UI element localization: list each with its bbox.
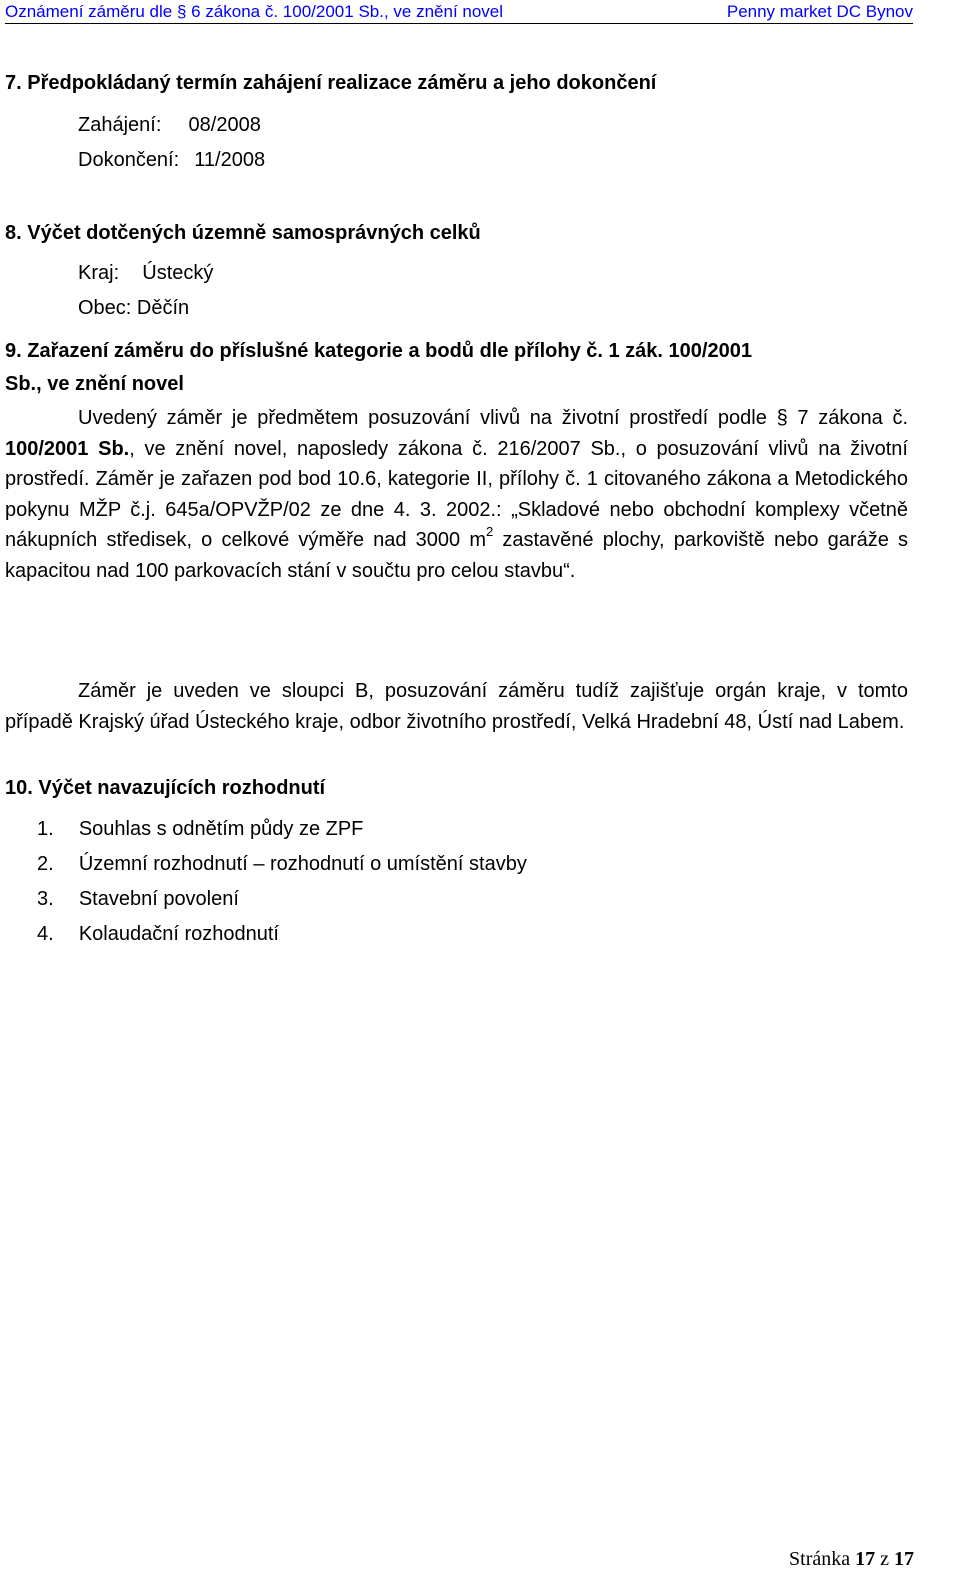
header-document-title: Oznámení záměru dle § 6 zákona č. 100/2001 Sb., ve znění novel xyxy=(5,2,504,21)
list-item-text: Kolaudační rozhodnutí xyxy=(78,923,279,945)
page-current: 17 xyxy=(855,1548,876,1570)
p1-superscript: 2 xyxy=(485,524,494,540)
end-date-label: Dokončení: xyxy=(78,149,180,171)
start-date-label: Zahájení: xyxy=(78,114,162,136)
section-9-heading-rest: , ve znění novel xyxy=(36,373,184,395)
start-date-row xyxy=(78,114,261,137)
region-value: Ústecký xyxy=(142,262,214,284)
p1-law-bold: 100/2001 Sb. xyxy=(5,437,130,460)
page-number-footer xyxy=(789,1548,914,1571)
list-item-number: 1. xyxy=(37,818,54,840)
section-9-heading-sb: Sb. xyxy=(5,373,37,395)
municipality-value: Děčín xyxy=(136,297,190,319)
start-date-value: 08/2008 xyxy=(188,114,261,136)
section-10-heading: 10. Výčet navazujících rozhodnutí xyxy=(5,777,326,799)
region-label: Kraj: xyxy=(78,262,120,284)
section-9-heading-line2 xyxy=(5,373,184,396)
end-date-value: 11/2008 xyxy=(194,149,266,171)
page-total: 17 xyxy=(894,1548,914,1570)
list-item-text: Územní rozhodnutí – rozhodnutí o umístění stavby xyxy=(78,853,527,875)
list-item xyxy=(37,853,527,876)
page-word: Stránka xyxy=(789,1548,851,1570)
header-project-name: Penny market DC Bynov xyxy=(726,2,913,21)
p1-end: zastavěné plochy, parkoviště nebo garáže s kapacitou nad 100 parkovacích stání v součtu pro celou stavbu“. xyxy=(5,529,908,582)
section-7-heading: 7. Předpokládaný termín zahájení realizace záměru a jeho dokončení xyxy=(5,72,657,94)
p1-start: Uvedený záměr je předmětem posuzování vlivů na životní prostředí podle § 7 zákona č. xyxy=(78,407,908,429)
list-item-text: Souhlas s odnětím půdy ze ZPF xyxy=(78,818,364,840)
page-of: z xyxy=(880,1548,889,1570)
section-9-paragraph-1 xyxy=(5,403,908,586)
list-item-number: 3. xyxy=(37,888,54,910)
list-item-text: Stavební povolení xyxy=(78,888,239,910)
section-8-heading: 8. Výčet dotčených územně samosprávných celků xyxy=(5,222,481,244)
section-9-paragraph-2: Záměr je uveden ve sloupci B, posuzování záměru tudíž zajišťuje orgán kraje, v tomto případě Krajský úřad Ústeckého kraje, odbor životního prostředí, Velká Hradební 48, Ústí nad Labem. xyxy=(5,680,908,733)
running-header xyxy=(5,2,913,24)
p1-rest: , ve znění novel, naposledy zákona č. 216/2007 Sb., o posuzování vlivů na životní prostředí. Záměr je zařazen pod bod 10.6, kategorie II, přílohy č. 1 citovaného zákona a Metodického pokynu MŽP č.j. 645a/OPVŽP/02 ze dne 4. 3. 2002.: „Skladové nebo obchodní komplexy včetně nákupních středisek, o celkové výměře nad 3000 m xyxy=(5,437,908,551)
end-date-row xyxy=(78,149,265,172)
list-item-number: 4. xyxy=(37,923,54,945)
list-item-number: 2. xyxy=(37,853,54,875)
municipality-row xyxy=(78,297,189,320)
municipality-label: Obec: xyxy=(78,297,132,319)
list-item xyxy=(37,818,363,841)
region-row xyxy=(78,262,213,285)
list-item xyxy=(37,888,239,911)
section-9-heading-line1: 9. Zařazení záměru do příslušné kategorie a bodů dle přílohy č. 1 zák. 100/2001 xyxy=(5,340,752,362)
list-item xyxy=(37,923,279,946)
